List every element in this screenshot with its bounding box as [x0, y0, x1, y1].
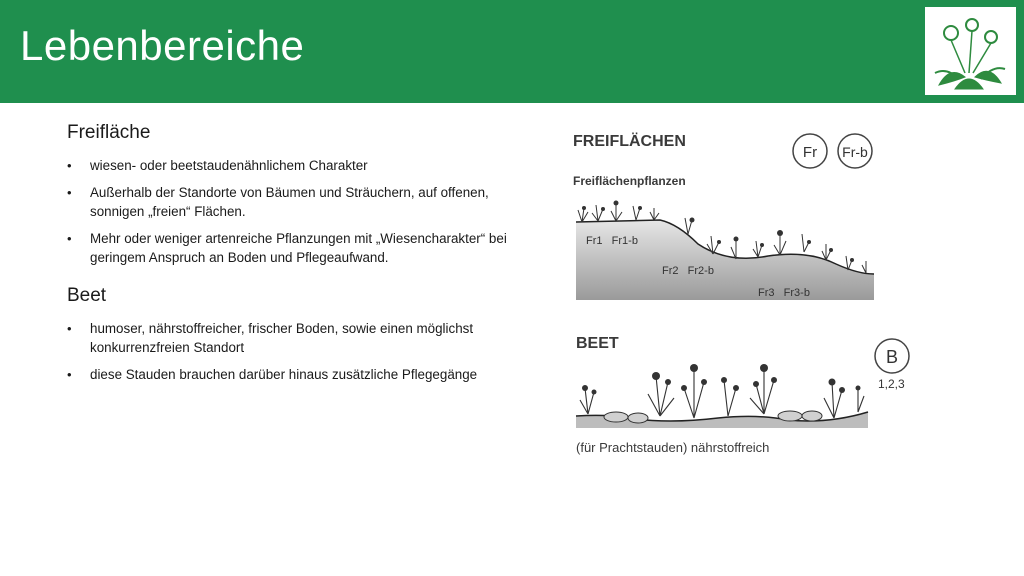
section-title-freiflaeche: Freifläche [67, 122, 151, 143]
list-item: • humoser, nährstoffreicher, frischer Boden, sowie einen möglichst konkurrenzfreien Standort [67, 319, 507, 357]
freiflaechen-illustration [568, 124, 888, 306]
figure-heading: FREIFLÄCHEN [573, 133, 686, 150]
badge-fr: Fr [802, 144, 818, 161]
badge-sub: 1,2,3 [878, 377, 905, 391]
dandelion-icon [925, 7, 1016, 95]
flower-heads [582, 364, 861, 395]
list-item: • wiesen- oder beetstaudenähnlichem Charakter [67, 156, 507, 175]
zone-label-fr1: Fr1 Fr1-b [586, 235, 638, 247]
slide-title: Lebenbereiche [20, 22, 305, 69]
beet-illustration [568, 326, 918, 462]
badge-fr-b: Fr-b [842, 144, 868, 160]
list-item: • Mehr oder weniger artenreiche Pflanzungen mit „Wiesencharakter“ bei geringem Anspruch an Boden und Pflegeaufwand. [67, 229, 507, 267]
badge-b: B [885, 347, 899, 367]
text-column [67, 122, 507, 392]
section-title-beet: Beet [67, 285, 107, 306]
bullet-list-beet [67, 319, 507, 384]
slide-header [0, 0, 1024, 103]
bullet-list-freiflaeche [67, 156, 507, 267]
figure-caption: (für Prachtstauden) nährstoffreich [576, 440, 770, 455]
zone-label-fr2: Fr2 Fr2-b [662, 265, 714, 277]
ground-slope [576, 220, 874, 300]
figure-subheading: Freiflächenpflanzen [573, 174, 686, 188]
figure-heading: BEET [576, 335, 619, 352]
zone-label-fr3: Fr3 Fr3-b [758, 287, 810, 299]
list-item: • Außerhalb der Standorte von Bäumen und Sträuchern, auf offenen, sonnigen „freien“ Flächen. [67, 183, 507, 221]
list-item: • diese Stauden brauchen darüber hinaus zusätzliche Pflegegänge [67, 365, 507, 384]
dandelion-logo [925, 7, 1016, 95]
perennial-plants [580, 368, 864, 418]
